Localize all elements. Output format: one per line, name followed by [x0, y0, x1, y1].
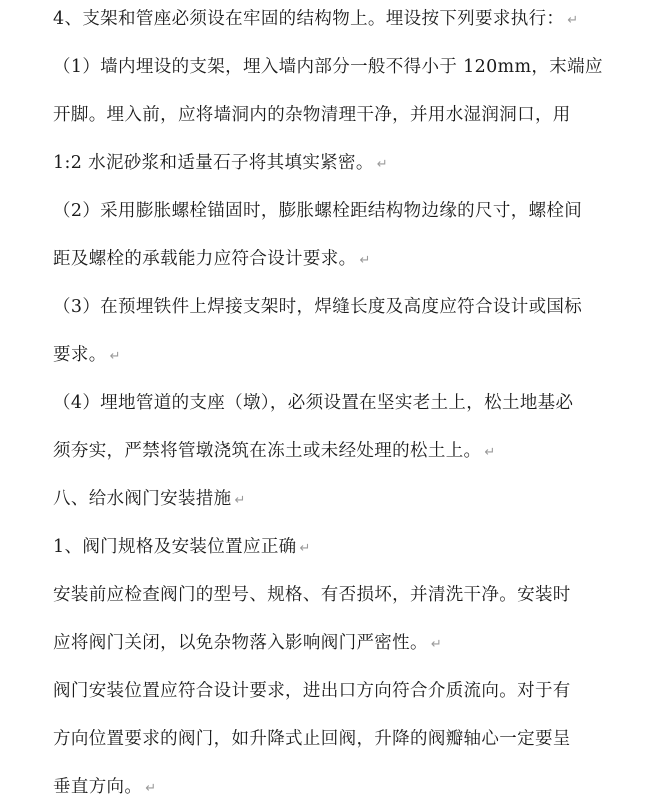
text-line: [53, 340, 121, 370]
text-line-item-3: [53, 292, 582, 322]
paragraph-mark-icon: ↵: [299, 541, 311, 556]
text-line: [53, 724, 571, 754]
paragraph-mark-icon: ↵: [234, 493, 246, 508]
paragraph-mark-icon: ↵: [567, 13, 579, 28]
line-text: 垂直方向。: [53, 777, 143, 797]
line-text: （4）埋地管道的支座（墩），必须设置在坚实老土上，松土地基必: [53, 393, 574, 413]
text-line: [53, 676, 571, 706]
subsection-heading: [53, 532, 311, 562]
section-heading: [53, 484, 246, 514]
line-text: 1:2 水泥砂浆和适量石子将其填实紧密。: [53, 153, 374, 173]
text-line-item-4: [53, 388, 573, 418]
paragraph-mark-icon: ↵: [109, 349, 121, 364]
paragraph-mark-icon: ↵: [359, 253, 371, 268]
text-line: [53, 100, 571, 130]
line-text: 4、支架和管座必须设在牢固的结构物上。埋设按下列要求执行：: [53, 9, 565, 29]
line-text: 须夯实，严禁将管墩浇筑在冻土或未经处理的松土上。: [53, 441, 482, 461]
line-text: 安装前应检查阀门的型号、规格、有否损坏，并清洗干净。安装时: [53, 585, 571, 605]
text-line: [53, 148, 388, 178]
text-line: [53, 436, 496, 466]
text-line: [53, 244, 371, 274]
line-text: （2）采用膨胀螺栓锚固时，膨胀螺栓距结构物边缘的尺寸，螺栓间: [53, 201, 583, 221]
line-text: 八、给水阀门安装措施: [53, 489, 232, 509]
text-line-item-1: [53, 52, 603, 82]
line-text: 1、阀门规格及安装位置应正确: [53, 537, 297, 557]
line-text: 应将阀门关闭，以免杂物落入影响阀门严密性。: [53, 633, 428, 653]
paragraph-mark-icon: ↵: [145, 781, 157, 796]
line-text: 阀门安装位置应符合设计要求，进出口方向符合介质流向。对于有: [53, 681, 571, 701]
paragraph-mark-icon: ↵: [484, 445, 496, 460]
line-text: 开脚。埋入前，应将墙洞内的杂物清理干净，并用水湿润洞口，用: [53, 105, 571, 125]
line-text: 要求。: [53, 345, 107, 365]
paragraph-mark-icon: ↵: [376, 157, 388, 172]
line-text: 方向位置要求的阀门，如升降式止回阀，升降的阀瓣轴心一定要呈: [53, 729, 571, 749]
text-line: [53, 628, 442, 658]
line-text: （1）墙内埋设的支架，埋入墙内部分一般不得小于 120mm，末端应: [53, 57, 603, 77]
line-text: （3）在预埋铁件上焊接支架时，焊缝长度及高度应符合设计或国标: [53, 297, 583, 317]
text-line: [53, 772, 157, 802]
line-text: 距及螺栓的承载能力应符合设计要求。: [53, 249, 357, 269]
paragraph-mark-icon: ↵: [430, 637, 443, 652]
text-line-heading-4: [53, 4, 579, 34]
text-line-item-2: [53, 196, 582, 226]
text-line: [53, 580, 571, 610]
